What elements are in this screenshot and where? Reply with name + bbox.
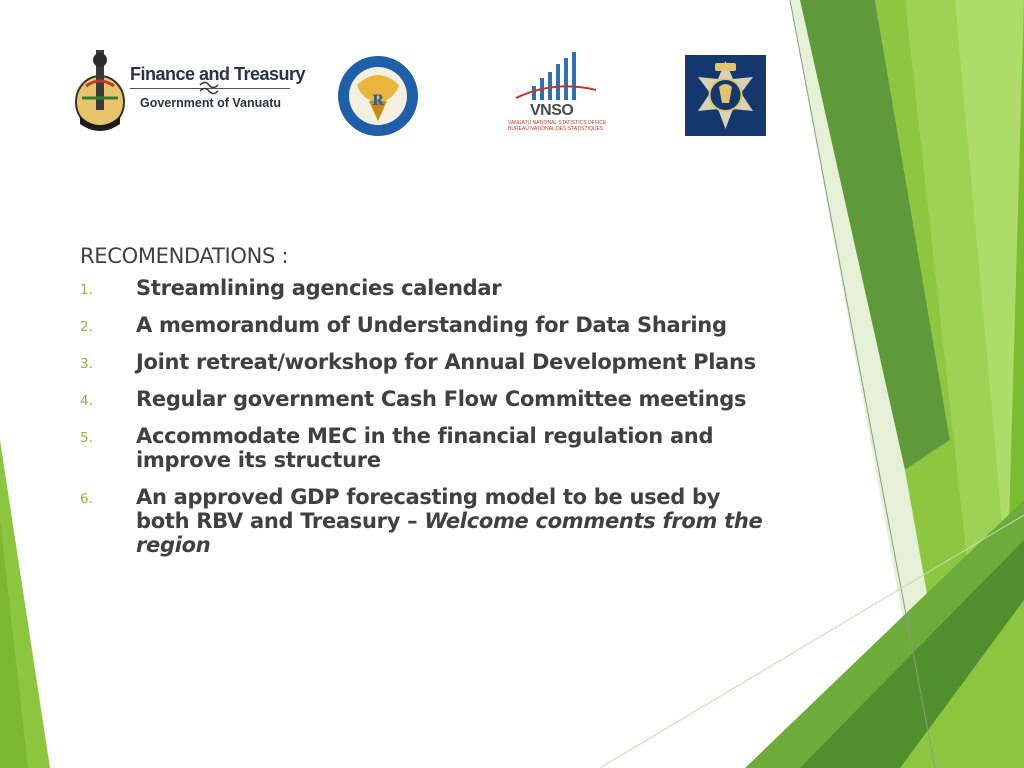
finance-logo-title: Finance and Treasury: [130, 64, 306, 84]
reserve-bank-logo: [337, 55, 419, 137]
list-item: [80, 276, 780, 300]
list-item-number: 6.: [80, 491, 93, 507]
vnso-tagline-fr: BUREAU NATIONAL DES STATISTIQUES: [508, 126, 604, 132]
list-item-number: 1.: [80, 282, 93, 298]
list-item-text: Accommodate MEC in the financial regulation and improve its structure: [136, 424, 714, 472]
police-badge-icon: [685, 55, 766, 136]
list-item: [80, 387, 780, 411]
list-item: [80, 313, 780, 337]
list-item-text: [136, 485, 780, 557]
recommendations-section: [80, 244, 780, 570]
list-item-number: 3.: [80, 356, 93, 372]
list-item-number: 2.: [80, 319, 93, 335]
police-logo: [685, 55, 766, 136]
list-item-text: A memorandum of Understanding for Data Sharing: [136, 313, 727, 337]
list-item-text: Joint retreat/workshop for Annual Development Plans: [136, 350, 756, 374]
list-item-number: 4.: [80, 393, 93, 409]
vnso-tagline-en: VANUATU NATIONAL STATISTICS OFFICE: [508, 120, 607, 126]
recommendations-list: [80, 276, 780, 557]
list-item-text: Streamlining agencies calendar: [136, 276, 502, 300]
svg-text:R: R: [372, 93, 384, 109]
vnso-logo: [508, 50, 607, 136]
list-item: [80, 424, 780, 472]
vanuatu-coat-of-arms-icon: [74, 46, 126, 134]
finance-logo-subtitle: Government of Vanuatu: [140, 96, 281, 110]
list-item: [80, 485, 780, 557]
reserve-bank-of-vanuatu-seal-icon: [337, 55, 419, 137]
list-item-text-emphasis: Welcome comments from the region: [136, 509, 763, 557]
finance-treasury-logo: [74, 46, 306, 136]
wave-icon: [198, 80, 220, 96]
list-item-text-main: An approved GDP forecasting model to be used by both RBV and Treasury –: [136, 485, 721, 533]
bar-growth-icon: [508, 50, 600, 102]
list-item-number: 5.: [80, 430, 93, 446]
list-item: [80, 350, 780, 374]
recommendations-heading: RECOMENDATIONS :: [80, 244, 289, 268]
vnso-name: VNSO: [530, 102, 574, 119]
list-item-text: Regular government Cash Flow Committee meetings: [136, 387, 747, 411]
